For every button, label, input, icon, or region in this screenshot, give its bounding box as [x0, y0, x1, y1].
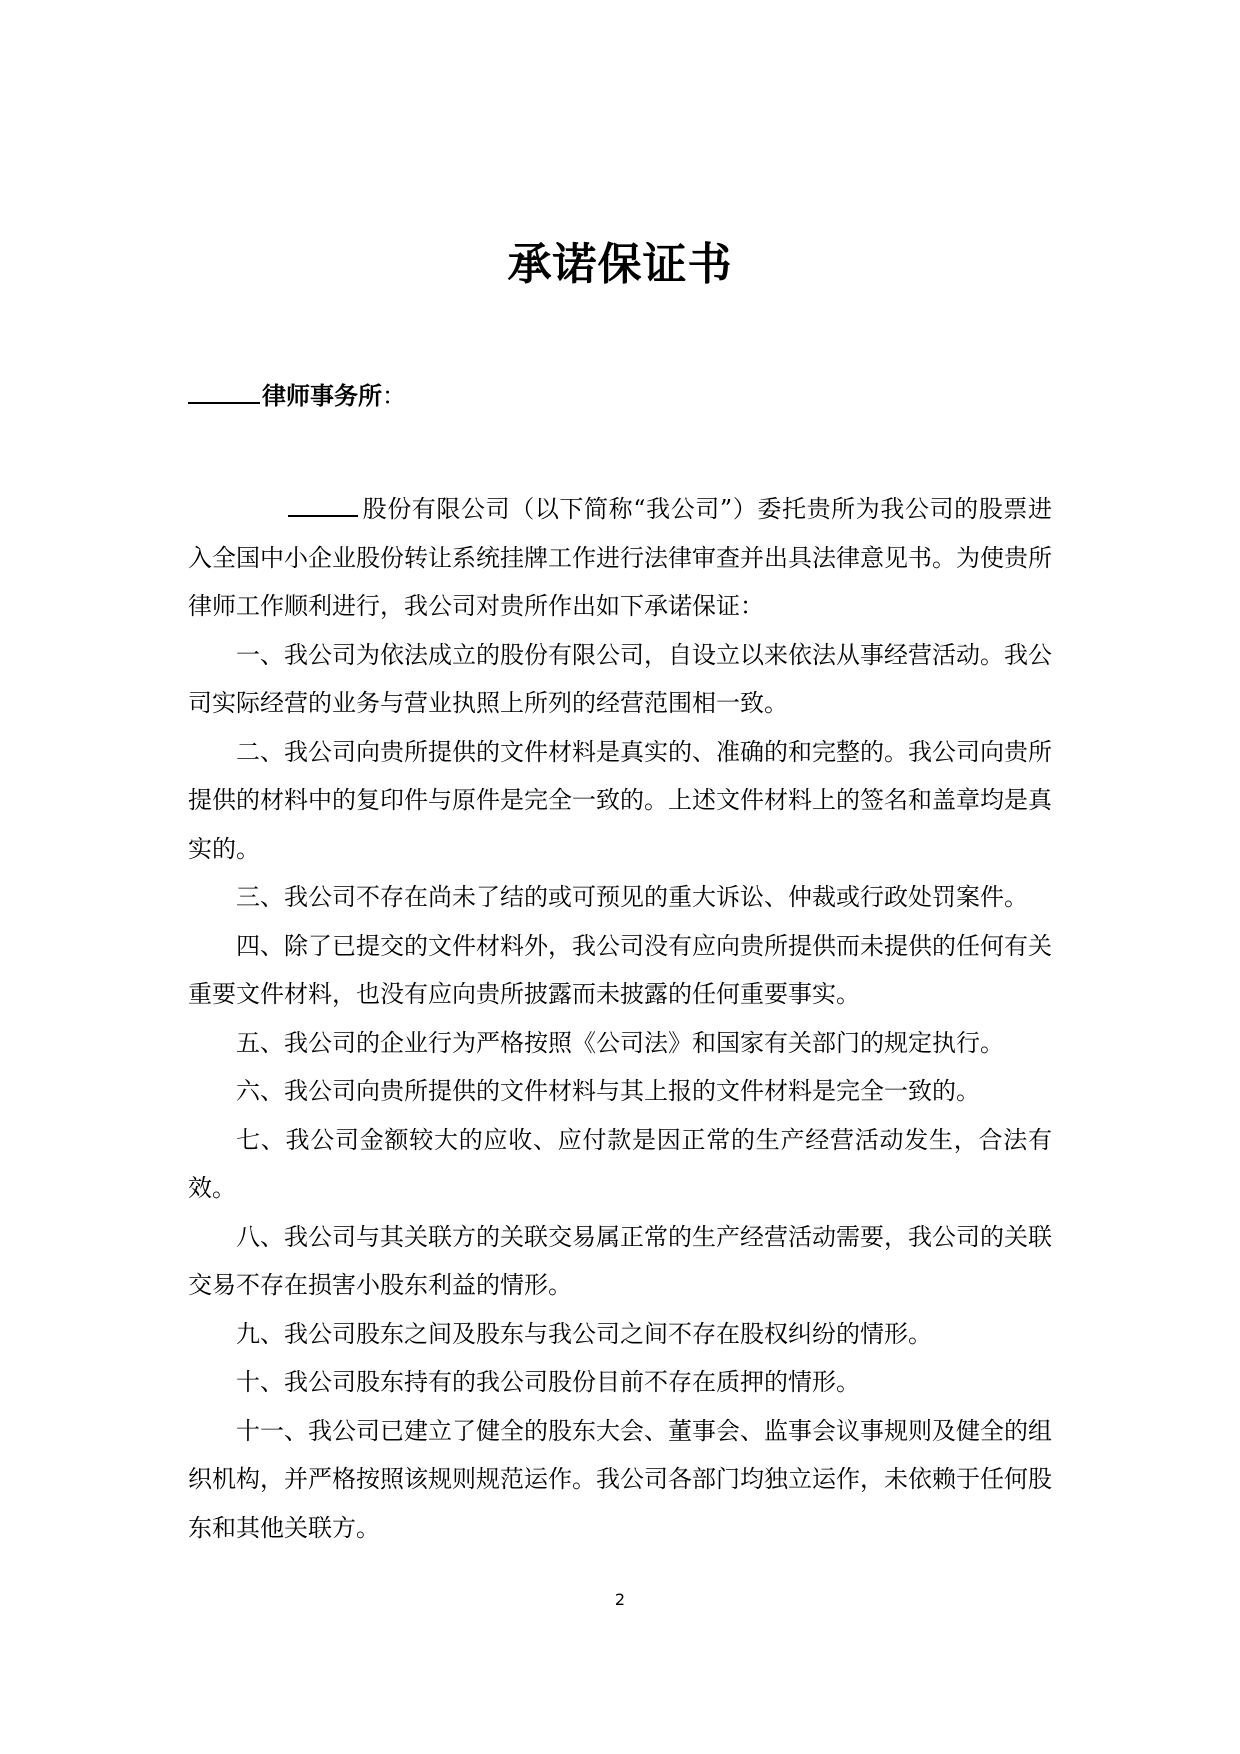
clause-8: 八、我公司与其关联方的关联交易属正常的生产经营活动需要，我公司的关联交易不存在损害小股东利益的情形。 [188, 1222, 1052, 1299]
addressee-colon: ： [382, 382, 406, 410]
page-number: 2 [614, 1590, 626, 1609]
company-name-blank [288, 491, 358, 517]
clause-3: 三、我公司不存在尚未了结的或可预见的重大诉讼、仲裁或行政处罚案件。 [236, 883, 1028, 911]
addressee-name: 律师事务所 [262, 382, 382, 410]
clause-4: 四、除了已提交的文件材料外，我公司没有应向贵所提供而未提供的任何有关重要文件材料，也没有应向贵所披露而未披露的任何重要事实。 [188, 931, 1052, 1008]
intro-text: 股份有限公司（以下简称“我公司”）委托贵所为我公司的股票进入全国中小企业股份转让系统挂牌工作进行法律审查并出具法律意见书。为使贵所律师工作顺利进行，我公司对贵所作出如下承诺保证： [188, 495, 1052, 620]
addressee-blank [188, 374, 260, 404]
clause-7: 七、我公司金额较大的应收、应付款是因正常的生产经营活动发生，合法有效。 [188, 1125, 1052, 1202]
document-body [188, 485, 1052, 1552]
document-title: 承诺保证书 [507, 239, 733, 290]
clause-11: 十一、我公司已建立了健全的股东大会、董事会、监事会议事规则及健全的组织机构，并严格按照该规则规范运作。我公司各部门均独立运作，未依赖于任何股东和其他关联方。 [188, 1416, 1052, 1542]
clause-10: 十、我公司股东持有的我公司股份目前不存在质押的情形。 [236, 1368, 860, 1396]
clause-1: 一、我公司为依法成立的股份有限公司，自设立以来依法从事经营活动。我公司实际经营的业务与营业执照上所列的经营范围相一致。 [188, 640, 1052, 717]
clause-9: 九、我公司股东之间及股东与我公司之间不存在股权纠纷的情形。 [236, 1319, 932, 1348]
addressee-line [188, 374, 406, 414]
clause-5: 五、我公司的企业行为严格按照《公司法》和国家有关部门的规定执行。 [236, 1028, 1004, 1057]
clause-2: 二、我公司向贵所提供的文件材料是真实的、准确的和完整的。我公司向贵所提供的材料中的复印件与原件是完全一致的。上述文件材料上的签名和盖章均是真实的。 [188, 737, 1052, 863]
clause-6: 六、我公司向贵所提供的文件材料与其上报的文件材料是完全一致的。 [236, 1077, 980, 1105]
intro-paragraph [188, 485, 1052, 631]
